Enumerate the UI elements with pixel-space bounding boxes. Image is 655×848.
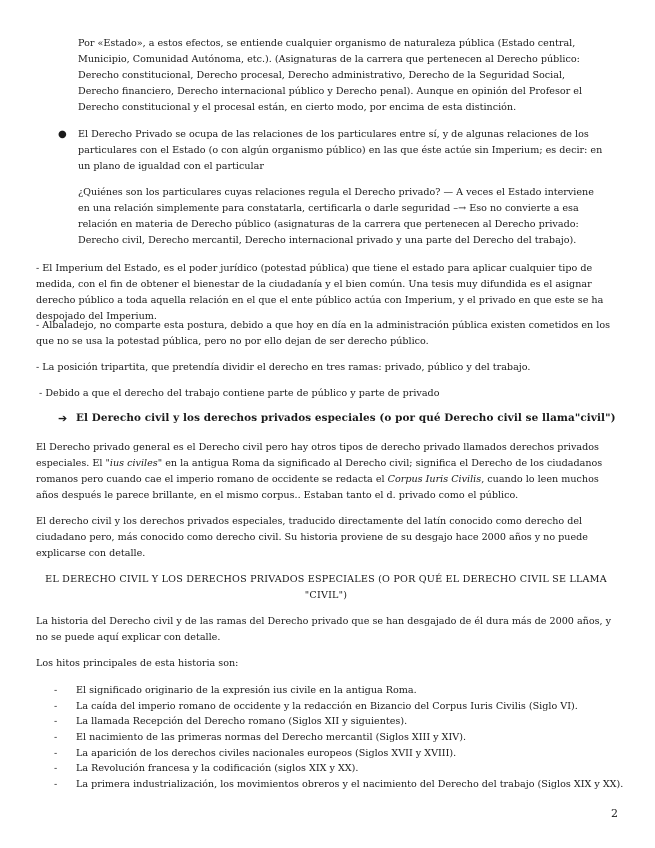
list-item-text: La primera industrialización, los movimientos obreros y el nacimiento del Derecho del trabajo (Siglos XIX y XX). (76, 779, 624, 791)
centered-section-heading: EL DERECHO CIVIL Y LOS DERECHOS PRIVADOS ESPECIALES (O POR QUÉ EL DERECHO CIVIL SE LLAMA "CIVIL") (45, 574, 607, 601)
dash-marker: - (54, 763, 58, 775)
arrow-icon: ➔ (58, 412, 68, 425)
page-number: 2 (611, 807, 618, 820)
list-item-text: El nacimiento de las primeras normas del Derecho mercantil (Siglos XIII y XIV). (76, 732, 466, 744)
list-item (54, 699, 624, 715)
paragraph-tripartita: - La posición tripartita, que pretendía dividir el derecho en tres ramas: privado, público y del trabajo. (36, 362, 531, 373)
list-item (54, 746, 624, 762)
paragraph-hitos-intro: Los hitos principales de esta historia son: (36, 658, 239, 669)
list-item-text: El significado originario de la expresión ius civile en la antigua Roma. (76, 685, 417, 696)
paragraph-estado: Por «Estado», a estos efectos, se entiende cualquier organismo de naturaleza pública (Estado central, Municipio, Comunidad Autónoma, etc.). (Asignaturas de la carrera que pertenecen al Derecho público: Derecho constitucional, Derecho procesal, Derecho administrativo, Derecho de la Seguridad Social, Derecho financiero, Derecho internacional público y Derecho penal). Aunque en opinión del Profesor el Derecho constitucional y el procesal están, en cierto modo, por encima de esta distinción. (78, 38, 583, 113)
list-item (54, 777, 624, 793)
list-item (54, 714, 624, 730)
paragraph-traducido: El derecho civil y los derechos privados especiales, traducido directamente del latín conocido como derecho del ciudadano pero, más conocido como derecho civil. Su historia proviene de su desgajo hace 2000 años y no puede explicarse con detalle. (36, 516, 588, 559)
list-item (54, 730, 624, 746)
list-item-text: La aparición de los derechos civiles nacionales europeos (Siglos XVII y XVIII). (76, 747, 457, 759)
dash-marker: - (54, 747, 58, 759)
paragraph-albaladejo: - Albaladejo, no comparte esta postura, debido a que hoy en día en la administración pública existen cometidos en los que no se usa la potestad pública, pero no por ello dejan de ser derecho público. (36, 320, 611, 347)
list-item-text: La caída del imperio romano de occidente y la redacción en Bizancio del Corpus Iuris Civilis (Siglo VI). (76, 700, 578, 712)
dash-marker: - (54, 685, 58, 696)
dash-marker: - (54, 716, 58, 728)
paragraph-derecho-privado: El Derecho Privado se ocupa de las relaciones de los particulares entre sí, y de algunas relaciones de los particulares con el Estado (o con algún organismo público) en las que éste actúe sin Imperium; es decir: en un plano de igualdad con el particular (78, 129, 603, 172)
dash-marker: - (54, 700, 58, 712)
paragraph-text: El Derecho privado general es el Derecho civil pero hay otros tipos de derecho privado llamados derechos privados especiales. El (36, 442, 599, 469)
list-item-text: La Revolución francesa y la codificación (siglos XIX y XX). (76, 763, 359, 775)
paragraph-trabajo: - Debido a que el derecho del trabajo contiene parte de público y parte de privado (36, 388, 440, 399)
dash-marker: - (54, 779, 58, 791)
list-item (54, 761, 624, 777)
paragraph-quienes: ¿Quiénes son los particulares cuyas relaciones regula el Derecho privado? — A veces el Estado interviene en una relación simplemente para constatarla, certificarla o darle seguridad –→ Eso no convierte a esa relación en materia de Derecho público (asignaturas de la carrera que pertenecen al Derecho privado: Derecho civil, Derecho mercantil, Derecho internacional privado y una parte del Derecho del trabajo). (78, 187, 594, 246)
dash-marker: - (54, 732, 58, 744)
bullet-icon: ● (58, 129, 67, 140)
list-item-text: La llamada Recepción del Derecho romano (Siglos XII y siguientes). (76, 716, 408, 728)
paragraph-historia: La historia del Derecho civil y de las ramas del Derecho privado que se han desgajado de él dura más de 2000 años, y no se puede aquí explicar con detalle. (36, 616, 612, 643)
hitos-list (54, 683, 624, 793)
ius-civiles-term: "ius civiles" (105, 457, 163, 469)
corpus-iuris-term: Corpus Iuris Civilis (387, 473, 482, 485)
section-heading-civil: El Derecho civil y los derechos privados especiales (o por qué Derecho civil se llama"civil") (76, 412, 616, 424)
paragraph-imperium: - El Imperium del Estado, es el poder jurídico (potestad pública) que tiene el estado para aplicar cualquier tipo de medida, con el fin de obtener el bienestar de la ciudadanía y el bien común. Una tesis muy difundida es el asignar derecho público a toda aquella relación en el que el ente público actúa con Imperium, y el privado en que este se ha despojado del Imperium. (36, 263, 604, 322)
paragraph-text: en la antigua Roma da significado al Derecho civil; significa el Derecho de los ciudadanos romanos pero cuando cae el imperio romano de occidente se redacta el (36, 457, 603, 485)
paragraph-derecho-general (36, 440, 616, 504)
paragraph-text: , cuando lo leen muchos años después le parece brillante, en el mismo corpus.. Estaban tanto el d. privado como el público. (36, 473, 599, 501)
list-item (54, 683, 624, 699)
